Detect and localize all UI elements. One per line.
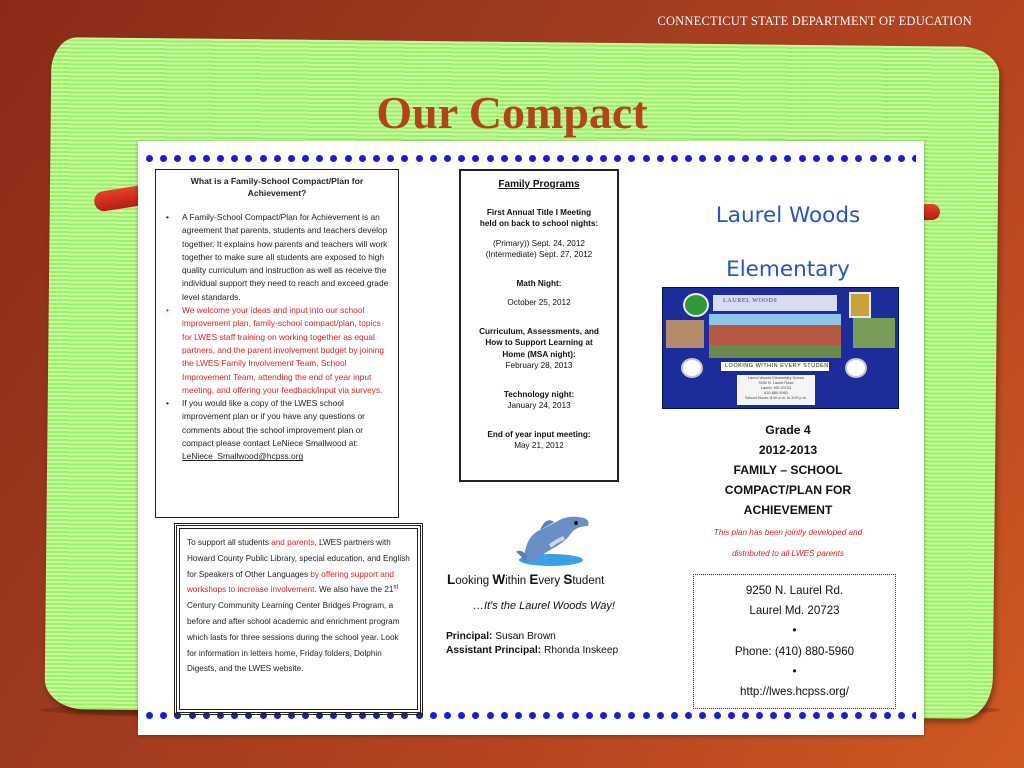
- border-dot: [770, 155, 777, 162]
- border-dot: [260, 155, 267, 162]
- border-dot: [855, 712, 862, 719]
- lwes-motto: Looking Within Every Student: [447, 572, 605, 587]
- border-dot: [742, 712, 749, 719]
- principal-info: Principal: Susan Brown Assistant Principal: Rhonda Inskeep: [446, 631, 619, 656]
- border-dot: [288, 155, 295, 162]
- border-dot: [699, 712, 706, 719]
- family-programs-box: Family Programs First Annual Title I Meeting held on back to school nights: (Primary)) Sept. 24, 2012 (Intermediate) Sept. 27, 2012 Math Night: October 25, 2012 Curriculum, Assessments, and How to Support Learning at Home (MSA night): February 28, 2013 Technology night: January 24, 2013 End of year input meeting: May 21, 2012: [459, 169, 619, 482]
- border-dot: [557, 155, 564, 162]
- school-website-link: http://lwes.hcpss.org/: [740, 685, 849, 699]
- border-dot: [813, 155, 820, 162]
- border-dot: [572, 155, 579, 162]
- border-dot: [742, 155, 749, 162]
- border-dot: [557, 712, 564, 719]
- school-crest-icon: [849, 292, 871, 318]
- border-dot: [472, 712, 479, 719]
- border-dot: [643, 712, 650, 719]
- border-dot: [628, 155, 635, 162]
- border-dot: [870, 712, 877, 719]
- border-dot: [515, 712, 522, 719]
- border-dot: [160, 712, 167, 719]
- list-item: • If you would like a copy of the LWES school improvement plan or if you have any questions or comments about the school improvement plan or compact please contact LeNiece Smallwood at: LeNiece_Smallwood@hcpss.org: [162, 397, 392, 463]
- organization-header: CONNECTICUT STATE DEPARTMENT OF EDUCATION: [657, 14, 972, 28]
- compact-cover-title: Grade 4 2012-2013 FAMILY – SCHOOL COMPACT/PLAN FOR ACHIEVEMENT: [724, 423, 852, 517]
- border-dot: [671, 712, 678, 719]
- border-dot: [799, 712, 806, 719]
- border-dot: [245, 155, 252, 162]
- school-name: Laurel Woods Elementary: [715, 203, 861, 282]
- border-dot: [671, 155, 678, 162]
- border-dot: [501, 712, 508, 719]
- border-dot: [799, 155, 806, 162]
- list-item: • A Family-School Compact/Plan for Achievement is an agreement that parents, students and teachers develop together. It explains how parents and teachers will work together to make sure all students are exposed to high quality curriculum and instruction as well as receive the individual support they need to reach and exceed grade level standards.: [162, 211, 392, 304]
- image-motto: LOOKING WITHIN EVERY STUDENT: [725, 363, 833, 369]
- border-dot: [714, 155, 721, 162]
- tagline: …It's the Laurel Woods Way!: [473, 600, 615, 612]
- slide-title: Our Compact: [376, 87, 648, 138]
- border-dot: [628, 712, 635, 719]
- border-dot: [487, 712, 494, 719]
- border-dot: [444, 712, 451, 719]
- border-dot: [614, 155, 621, 162]
- border-dot: [770, 712, 777, 719]
- border-dot: [699, 155, 706, 162]
- seal-icon: [845, 358, 867, 378]
- school-photo-collage: LAUREL WOODS LOOKING WITHIN EVERY STUDENT Laurel Woods Elementary School 9250 N. Laurel Road Laurel, MD 20723 410-880-5960 School Hours: 8:40 a.m. to 3:00 p.m.: [662, 287, 899, 409]
- border-dot: [728, 155, 735, 162]
- banner-text: LAUREL WOODS: [723, 297, 778, 304]
- school-badge-icon: [683, 293, 709, 317]
- border-dot: [756, 712, 763, 719]
- border-dot: [387, 155, 394, 162]
- border-dot: [784, 155, 791, 162]
- what-is-compact-box: [155, 169, 399, 518]
- border-dot: [203, 155, 210, 162]
- border-dot: [586, 155, 593, 162]
- border-dot: [515, 155, 522, 162]
- border-dot: [912, 155, 916, 162]
- border-dot: [458, 712, 465, 719]
- border-dot: [217, 155, 224, 162]
- border-dot: [189, 155, 196, 162]
- border-dot: [174, 155, 181, 162]
- border-dot: [416, 155, 423, 162]
- border-dot: [756, 155, 763, 162]
- border-dot: [884, 155, 891, 162]
- border-dot: [302, 155, 309, 162]
- border-dot: [231, 155, 238, 162]
- border-dot: [501, 155, 508, 162]
- family-programs-title: Family Programs: [498, 179, 580, 190]
- border-dot: [714, 712, 721, 719]
- border-dot: [430, 155, 437, 162]
- border-dot: [855, 155, 862, 162]
- border-dot: [487, 155, 494, 162]
- border-dot: [458, 155, 465, 162]
- border-dot: [912, 712, 916, 719]
- border-dot: [586, 712, 593, 719]
- border-dot: [359, 155, 366, 162]
- border-dot: [373, 155, 380, 162]
- border-dot: [472, 155, 479, 162]
- border-dot: [146, 712, 153, 719]
- dolphin-mascot-icon: [506, 496, 596, 568]
- what-is-list: [162, 211, 392, 464]
- what-is-title: What is a Family-School Compact/Plan for Achievement?: [190, 176, 364, 198]
- border-dot: [813, 712, 820, 719]
- border-dot: [543, 712, 550, 719]
- border-dot: [643, 155, 650, 162]
- list-item: • We welcome your ideas and input into our school improvement plan, family-school compact/plan, topics for LWES staff training on working together as equal partners, and the parent involvement budget by joining the LWES Family Involvement Team, School Improvement Team, attending the end of year input meeting, and offering your feedback/input via surveys.: [162, 304, 392, 397]
- border-dot: [572, 712, 579, 719]
- border-dot: [444, 155, 451, 162]
- border-dot: [657, 712, 664, 719]
- border-dot: [685, 712, 692, 719]
- border-dot: [600, 155, 607, 162]
- border-dot: [898, 155, 905, 162]
- brochure-image: [138, 141, 924, 735]
- border-dot: [841, 712, 848, 719]
- students-photo: [666, 320, 704, 348]
- support-students-box: To support all students and parents, LWES partners with Howard County Public Library, special education, and English for Speakers of Other Languages by offering support and workshops to increase involvement. We also have the 21st Century Community Learning Center Bridges Program, a before and after school academic and enrichment program which lasts for three sessions during the school year. Look for information in letters home, Friday folders, Dolphin Digests, and the LWES website.: [174, 523, 423, 715]
- border-dot: [274, 155, 281, 162]
- school-building-photo: [709, 314, 841, 358]
- border-dot: [529, 712, 536, 719]
- border-dot: [600, 712, 607, 719]
- border-dot: [430, 712, 437, 719]
- contact-email: LeNiece_Smallwood@hcpss.org: [182, 451, 304, 462]
- border-dot: [870, 155, 877, 162]
- border-dot: [401, 155, 408, 162]
- contact-address-box: 9250 N. Laurel Rd. Laurel Md. 20723 • Phone: (410) 880-5960 • http://lwes.hcpss.org/: [693, 574, 896, 709]
- border-dot: [784, 712, 791, 719]
- border-dot: [884, 712, 891, 719]
- border-dot: [657, 155, 664, 162]
- border-dot: [685, 155, 692, 162]
- border-dot: [898, 712, 905, 719]
- border-dot: [827, 155, 834, 162]
- border-dot: [345, 155, 352, 162]
- border-dot: [529, 155, 536, 162]
- dotted-border-top: [146, 155, 916, 165]
- border-dot: [827, 712, 834, 719]
- border-dot: [330, 155, 337, 162]
- border-dot: [146, 155, 153, 162]
- seal-icon: [681, 358, 703, 378]
- playground-photo: [853, 318, 895, 348]
- border-dot: [316, 155, 323, 162]
- border-dot: [841, 155, 848, 162]
- border-dot: [728, 712, 735, 719]
- border-dot: [543, 155, 550, 162]
- border-dot: [160, 155, 167, 162]
- jointly-developed-note: This plan has been jointly developed and distributed to all LWES parents: [713, 528, 863, 558]
- border-dot: [614, 712, 621, 719]
